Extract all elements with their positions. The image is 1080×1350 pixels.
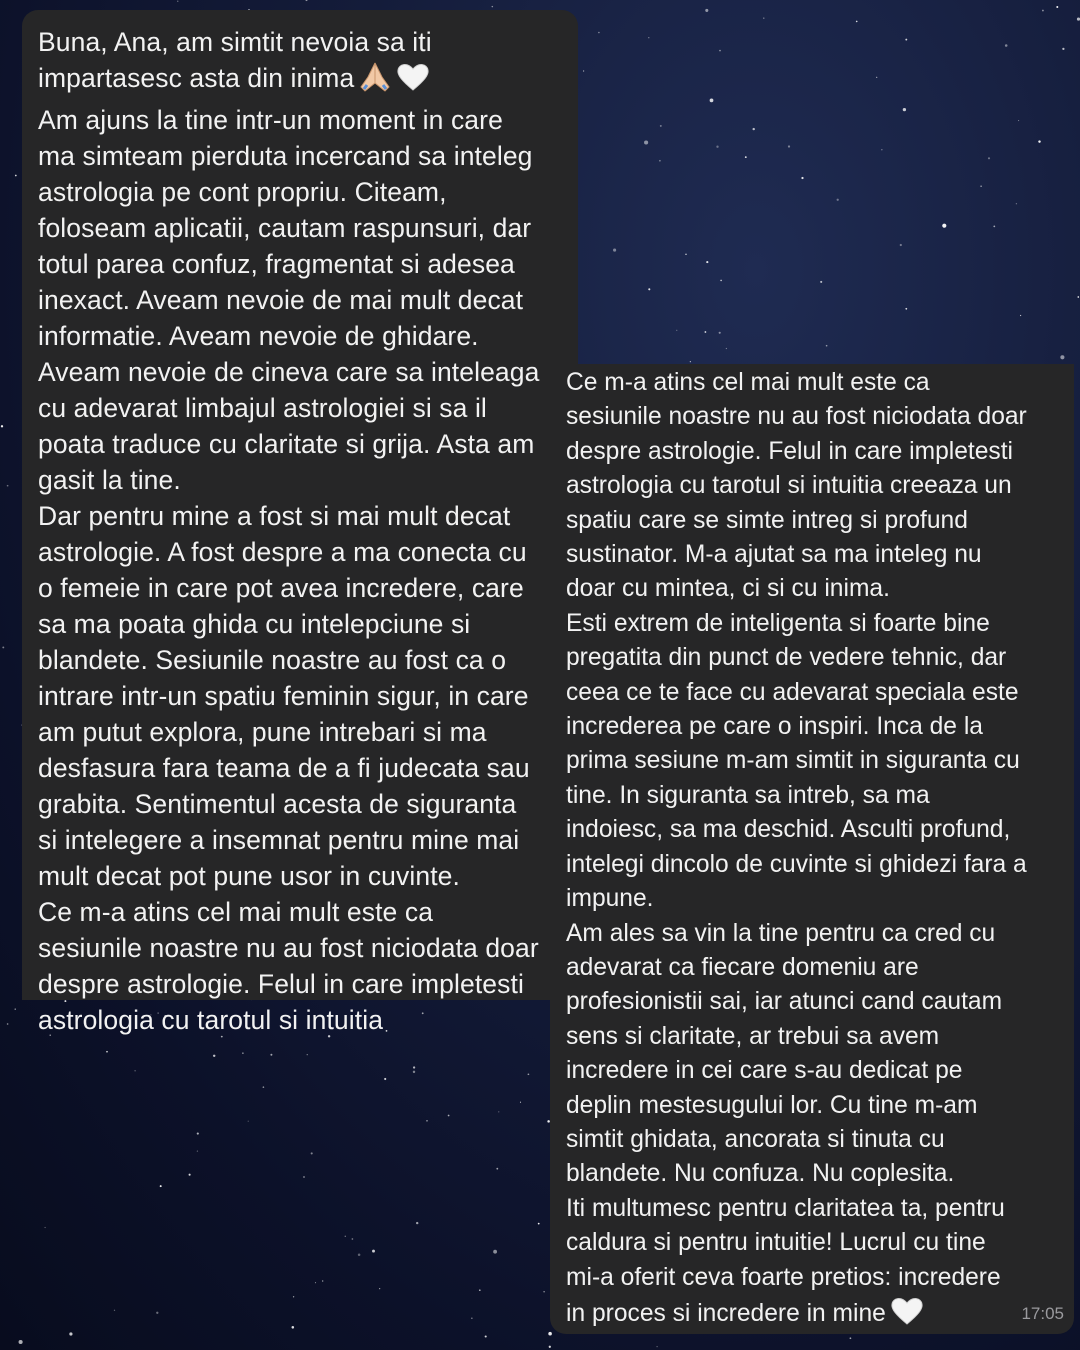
star bbox=[498, 1111, 499, 1112]
message-line-with-emojis bbox=[38, 60, 562, 102]
star bbox=[189, 1174, 191, 1176]
message-line: intelegi dincolo de cuvinte si ghidezi fara a bbox=[566, 850, 1027, 878]
star bbox=[942, 224, 946, 228]
star bbox=[820, 281, 822, 283]
star bbox=[1062, 48, 1064, 50]
message-line: astrologia cu tarotul si intuitia creeaza un bbox=[566, 472, 1012, 500]
message-line: sesiunile noastre nu au fost niciodata doar bbox=[566, 403, 1027, 431]
star bbox=[520, 1102, 521, 1103]
star bbox=[413, 1071, 415, 1073]
star bbox=[548, 1332, 552, 1336]
star bbox=[485, 1335, 487, 1337]
message-line: Buna, Ana, am simtit nevoia sa iti bbox=[38, 27, 432, 57]
star bbox=[745, 156, 747, 158]
message-line: mult decat pot pune usor in cuvinte. bbox=[38, 861, 460, 891]
message-line: sesiunile noastre nu au fost niciodata doar bbox=[38, 933, 539, 963]
star bbox=[106, 1051, 108, 1053]
star bbox=[114, 1310, 115, 1311]
message-line: sustinator. M-a ajutat sa ma inteleg nu bbox=[566, 541, 982, 569]
star bbox=[1060, 355, 1064, 359]
message-line: informatie. Aveam nevoie de ghidare. bbox=[38, 321, 479, 351]
star bbox=[1077, 296, 1079, 298]
star bbox=[826, 345, 828, 347]
message-line: mi-a oferit ceva foarte pretios: incredere bbox=[566, 1263, 1001, 1291]
message-line: indoiesc, sa ma deschid. Asculti profund, bbox=[566, 816, 1011, 844]
star bbox=[876, 77, 877, 78]
star bbox=[379, 1288, 380, 1289]
message-line: inexact. Aveam nevoie de mai mult decat bbox=[38, 285, 524, 315]
star bbox=[690, 361, 691, 362]
star bbox=[648, 288, 650, 290]
message-line: simtit ghidata, ancorata si tinuta cu bbox=[566, 1125, 945, 1153]
star bbox=[837, 199, 839, 201]
message-line: astrologie. A fost despre a ma conecta cu bbox=[38, 537, 527, 567]
star bbox=[648, 37, 649, 38]
message-line: profesionistii sai, iar atunci cand cautam bbox=[566, 988, 1003, 1016]
star bbox=[493, 1250, 497, 1254]
message-line: grabita. Sentimentul acesta de siguranta bbox=[38, 789, 517, 819]
message-line: Am ajuns la tine intr-un moment in care bbox=[38, 105, 503, 135]
chat-message-bubble-right bbox=[550, 364, 1074, 1334]
message-line: deplin mestesugului lor. Cu tine m-am bbox=[566, 1091, 978, 1119]
message-line: totul parea confuz, fragmentat si adesea bbox=[38, 249, 515, 279]
star bbox=[311, 1152, 313, 1154]
message-line: desfasura fara teama de a fi judecata sau bbox=[38, 753, 530, 783]
star bbox=[528, 1073, 530, 1075]
star bbox=[293, 1296, 294, 1297]
message-line: o femeie in care pot avea incredere, care bbox=[38, 573, 524, 603]
star bbox=[549, 1346, 551, 1348]
star bbox=[753, 128, 755, 130]
star bbox=[416, 1222, 418, 1224]
star bbox=[177, 1, 178, 2]
star bbox=[903, 108, 906, 111]
star bbox=[7, 485, 9, 487]
star bbox=[307, 1054, 308, 1055]
folded-hands-emoji-icon bbox=[358, 61, 392, 102]
star bbox=[719, 50, 721, 52]
star bbox=[660, 125, 662, 127]
message-line: Am ales sa vin la tine pentru ca cred cu bbox=[566, 919, 996, 947]
star bbox=[980, 186, 981, 187]
white-heart-emoji-icon bbox=[396, 61, 430, 102]
star bbox=[676, 330, 677, 331]
message-line: gasit la tine. bbox=[38, 465, 181, 495]
message-line: foloseam aplicatii, cautam raspunsuri, dar bbox=[38, 213, 532, 243]
message-line: astrologia pe cont propriu. Citeam, bbox=[38, 177, 447, 207]
message-timestamp: 17:05 bbox=[1021, 1304, 1064, 1323]
star bbox=[305, 0, 307, 1]
star bbox=[719, 332, 721, 334]
star bbox=[242, 1052, 243, 1053]
star bbox=[801, 177, 803, 179]
star bbox=[720, 280, 722, 282]
star bbox=[303, 1176, 304, 1177]
message-line: increderea pe care o inspiri. Inca de la bbox=[566, 713, 983, 741]
star bbox=[197, 1133, 199, 1135]
star bbox=[1020, 315, 1021, 316]
star bbox=[322, 1280, 323, 1281]
message-line: sa ma poata ghida cu intelepciune si bbox=[38, 609, 471, 639]
star bbox=[710, 99, 714, 103]
star bbox=[1005, 44, 1008, 47]
star bbox=[270, 1054, 272, 1056]
message-line: Aveam nevoie de cineva care sa inteleaga bbox=[38, 357, 540, 387]
star bbox=[160, 1185, 162, 1187]
message-line: despre astrologie. Felul in care impletesti bbox=[38, 969, 524, 999]
message-line: adevarat ca fiecare domeniu are bbox=[566, 953, 919, 981]
star bbox=[134, 1070, 135, 1071]
star bbox=[1042, 10, 1044, 12]
star bbox=[905, 39, 907, 41]
message-line-text: in proces si incredere in mine bbox=[566, 1299, 886, 1327]
star bbox=[448, 1115, 450, 1117]
star bbox=[197, 1150, 198, 1151]
star bbox=[372, 1250, 375, 1253]
message-line: spatiu care se simte intreg si profund bbox=[566, 506, 968, 534]
message-line: sens si claritate, ar trebui sa avem bbox=[566, 1022, 940, 1050]
star bbox=[1038, 140, 1040, 142]
message-line: Dar pentru mine a fost si mai mult decat bbox=[38, 501, 511, 531]
star bbox=[352, 1238, 354, 1240]
star bbox=[19, 1340, 23, 1344]
star bbox=[1, 425, 3, 427]
message-line: blandete. Sesiunile noastre au fost ca o bbox=[38, 645, 507, 675]
star bbox=[496, 1168, 498, 1170]
star bbox=[426, 1120, 428, 1122]
star bbox=[69, 1332, 72, 1335]
star bbox=[543, 1291, 544, 1292]
message-line: Ce m-a atins cel mai mult este ca bbox=[566, 369, 930, 396]
message-line: Ce m-a atins cel mai mult este ca bbox=[38, 897, 434, 927]
message-line: incredere in cei care s-au dedicat pe bbox=[566, 1057, 963, 1085]
star bbox=[881, 149, 882, 150]
message-line: ma simteam pierduta incercand sa inteleg bbox=[38, 141, 533, 171]
star bbox=[706, 261, 708, 263]
message-line: ceea ce te face cu adevarat speciala este bbox=[566, 678, 1019, 706]
message-line: caldura si pentru intuitie! Lucrul cu tine bbox=[566, 1229, 986, 1257]
star bbox=[993, 225, 995, 227]
star bbox=[7, 1023, 9, 1025]
star bbox=[15, 1009, 16, 1010]
star bbox=[248, 1121, 249, 1122]
star bbox=[856, 21, 858, 23]
star bbox=[471, 1318, 472, 1319]
star bbox=[716, 146, 718, 148]
star bbox=[2, 646, 4, 648]
message-line: prima sesiune m-am simtit in siguranta cu bbox=[566, 747, 1020, 775]
star bbox=[213, 1055, 215, 1057]
star bbox=[656, 1346, 657, 1347]
star bbox=[705, 331, 707, 333]
star bbox=[492, 6, 493, 7]
message-line: blandete. Nu confuza. Nu coplesita. bbox=[566, 1160, 955, 1188]
star bbox=[900, 244, 902, 246]
star bbox=[292, 1326, 295, 1329]
star bbox=[358, 1253, 361, 1256]
chat-message-bubble-left bbox=[22, 10, 578, 1035]
message-line: impune. bbox=[566, 885, 654, 913]
star bbox=[905, 308, 907, 310]
message-line: tine. In siguranta sa intreb, sa ma bbox=[566, 781, 930, 809]
star bbox=[705, 9, 708, 12]
message-line-with-emoji bbox=[566, 1295, 1064, 1337]
white-heart-emoji-icon bbox=[890, 1295, 924, 1337]
star bbox=[850, 1337, 852, 1339]
star bbox=[1018, 120, 1019, 121]
star bbox=[384, 1078, 386, 1080]
message-line: doar cu mintea, ci si cu inima. bbox=[566, 575, 890, 603]
star bbox=[685, 254, 686, 255]
star bbox=[644, 140, 648, 144]
star bbox=[659, 160, 661, 162]
message-line: Iti multumesc pentru claritatea ta, pentru bbox=[566, 1194, 1005, 1222]
message-line: si intelegere a insemnat pentru mine mai bbox=[38, 825, 520, 855]
star bbox=[726, 348, 727, 349]
message-line-cut-off: astrologia cu tarotul si intuitia bbox=[38, 1005, 384, 1035]
star bbox=[413, 1066, 415, 1068]
star bbox=[479, 1289, 481, 1291]
star bbox=[156, 1312, 158, 1314]
star bbox=[44, 1227, 45, 1228]
star bbox=[1056, 6, 1058, 8]
star bbox=[15, 175, 17, 177]
message-line: despre astrologie. Felul in care impletesti bbox=[566, 437, 1013, 465]
message-line-text: impartasesc asta din inima bbox=[38, 63, 355, 93]
message-line: intrare intr-un spatiu feminin sigur, in care bbox=[38, 681, 529, 711]
star bbox=[788, 145, 790, 147]
star bbox=[988, 157, 990, 159]
message-line: Esti extrem de inteligenta si foarte bine bbox=[566, 609, 990, 637]
star bbox=[598, 32, 600, 34]
message-line: am putut explora, pune intrebari si ma bbox=[38, 717, 487, 747]
message-line: cu adevarat limbajul astrologiei si sa il bbox=[38, 393, 487, 423]
star bbox=[315, 1282, 316, 1283]
message-line: poata traduce cu claritate si grija. Asta am bbox=[38, 429, 535, 459]
star bbox=[1016, 203, 1017, 204]
star bbox=[763, 18, 764, 19]
star bbox=[583, 70, 584, 71]
message-line: pregatita din punct de vedere tehnic, dar bbox=[566, 644, 1007, 672]
star bbox=[263, 1086, 265, 1088]
star bbox=[538, 1223, 540, 1225]
star bbox=[345, 1236, 346, 1237]
star bbox=[613, 249, 616, 252]
